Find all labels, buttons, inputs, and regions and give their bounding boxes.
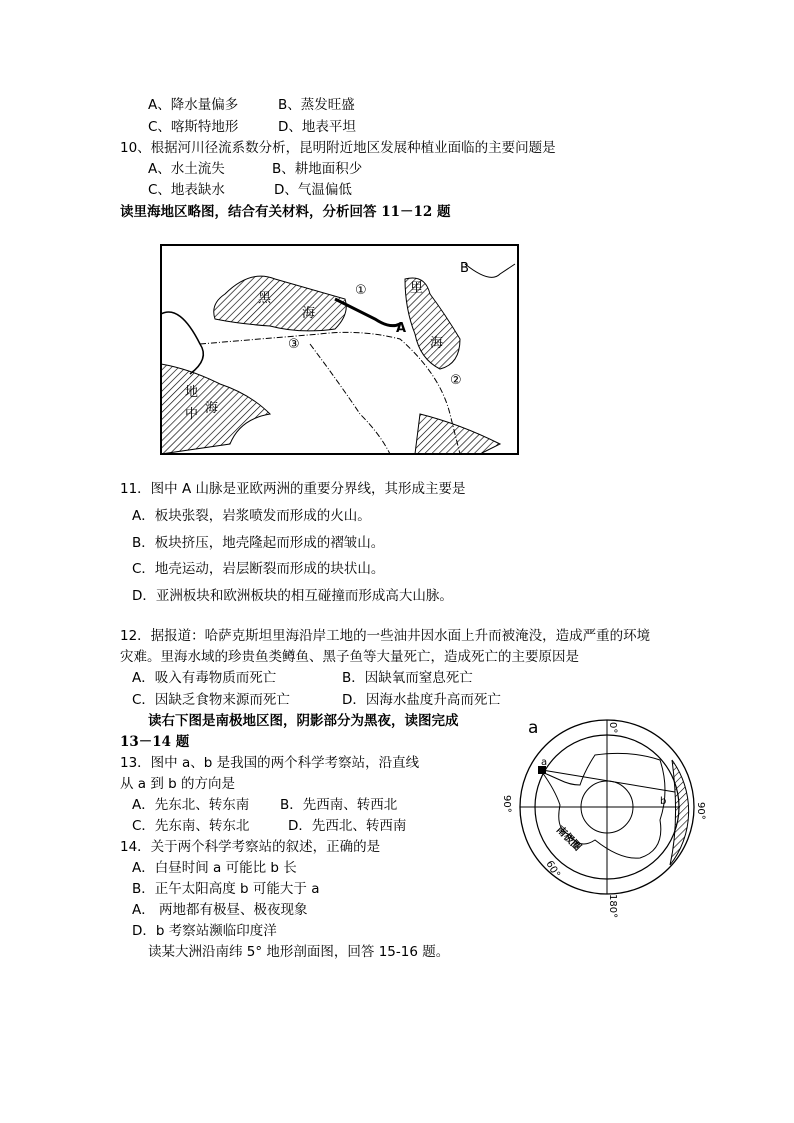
antarctic-circle-label: 南极圈 <box>553 824 583 854</box>
lon-180-label: 180° <box>607 894 618 919</box>
q11-option-a: A．板块张裂，岩浆喷发而形成的火山。 <box>132 508 371 524</box>
map-label-a: A <box>396 321 407 336</box>
section-heading-profile: 读某大洲沿南纬 5° 地形剖面图，回答 15-16 题。 <box>148 944 450 960</box>
q11-stem: 11．图中 A 山脉是亚欧两洲的重要分界线，其形成主要是 <box>120 481 466 497</box>
q13-option-b: B．先西南、转西北 <box>280 797 398 813</box>
map-label-b: B <box>460 261 469 276</box>
q9-option-d: D、地表平坦 <box>278 119 356 135</box>
lon-0-label: 0° <box>607 722 618 734</box>
section-heading-antarctic: 读右下图是南极地区图，阴影部分为黑夜，读图完成 <box>148 713 459 729</box>
q13-stem-line1: 13．图中 a、b 是我国的两个科学考察站，沿直线 <box>120 755 420 771</box>
q12-option-a: A．吸入有毒物质而死亡 <box>132 670 277 686</box>
q10-option-c: C、地表缺水 <box>148 182 225 198</box>
q12-option-d: D．因海水盐度升高而死亡 <box>342 692 501 708</box>
q9-option-a: A、降水量偏多 <box>148 97 239 113</box>
q12-option-b: B．因缺氧而窒息死亡 <box>342 670 473 686</box>
corner-label-a: a <box>528 718 539 738</box>
map-label-2: ② <box>450 373 462 388</box>
map-label-black-sea-2: 海 <box>302 306 316 321</box>
q10-option-d: D、气温偏低 <box>274 182 352 198</box>
map-label-caspian-2: 海 <box>430 336 444 351</box>
map-label-3: ③ <box>288 337 300 352</box>
station-b-label: b <box>660 796 667 807</box>
q10-stem: 10、根据河川径流系数分析，昆明附近地区发展种植业面临的主要问题是 <box>120 140 556 156</box>
q14-option-d: D．b 考察站濒临印度洋 <box>132 923 277 939</box>
q9-option-b: B、蒸发旺盛 <box>278 97 355 113</box>
q12-stem-line2: 灾难。里海水域的珍贵鱼类鳟鱼、黑子鱼等大量死亡，造成死亡的主要原因是 <box>120 649 579 665</box>
antarctic-map <box>501 700 720 950</box>
q14-option-b: B．正午太阳高度 b 可能大于 a <box>132 881 320 897</box>
q11-option-d: D．亚洲板块和欧洲板块的相互碰撞而形成高大山脉。 <box>132 588 453 604</box>
q13-option-a: A．先东北、转东南 <box>132 797 250 813</box>
q12-stem-line1: 12．据报道：哈萨克斯坦里海沿岸工地的一些油井因水面上升而被淹没，造成严重的环境 <box>120 628 651 644</box>
lon-90w-label: 90° <box>501 795 512 813</box>
q11-option-c: C．地壳运动，岩层断裂而形成的块状山。 <box>132 561 385 577</box>
q13-option-c: C．先东南、转东北 <box>132 818 250 834</box>
caspian-region-map <box>160 244 520 456</box>
q13-option-d: D．先西北、转西南 <box>288 818 407 834</box>
map-label-caspian-1: 里 <box>410 281 424 296</box>
lat-60-label: 60° <box>543 859 562 880</box>
map-label-black-sea-1: 黑 <box>258 291 272 306</box>
q10-option-a: A、水土流失 <box>148 161 225 177</box>
q14-option-c: A． 两地都有极昼、极夜现象 <box>132 902 308 918</box>
station-a-label: a <box>541 757 548 768</box>
section-heading-antarctic-2: 13－14 题 <box>120 734 190 750</box>
section-heading-caspian: 读里海地区略图，结合有关材料，分析回答 11－12 题 <box>120 204 451 220</box>
map-label-1: ① <box>355 283 367 298</box>
map-label-med-1: 地 <box>185 385 199 400</box>
q14-stem: 14．关于两个科学考察站的叙述，正确的是 <box>120 839 381 855</box>
lon-90e-label: 90° <box>695 802 706 820</box>
map-label-med-2: 中 <box>185 407 199 422</box>
map-label-med-3: 海 <box>205 401 219 416</box>
q13-stem-line2: 从 a 到 b 的方向是 <box>120 776 236 792</box>
q9-option-c: C、喀斯特地形 <box>148 119 239 135</box>
q10-option-b: B、耕地面积少 <box>272 161 363 177</box>
q11-option-b: B．板块挤压，地壳隆起而形成的褶皱山。 <box>132 535 385 551</box>
q12-option-c: C．因缺乏食物来源而死亡 <box>132 692 290 708</box>
q14-option-a: A．白昼时间 a 可能比 b 长 <box>132 860 297 876</box>
